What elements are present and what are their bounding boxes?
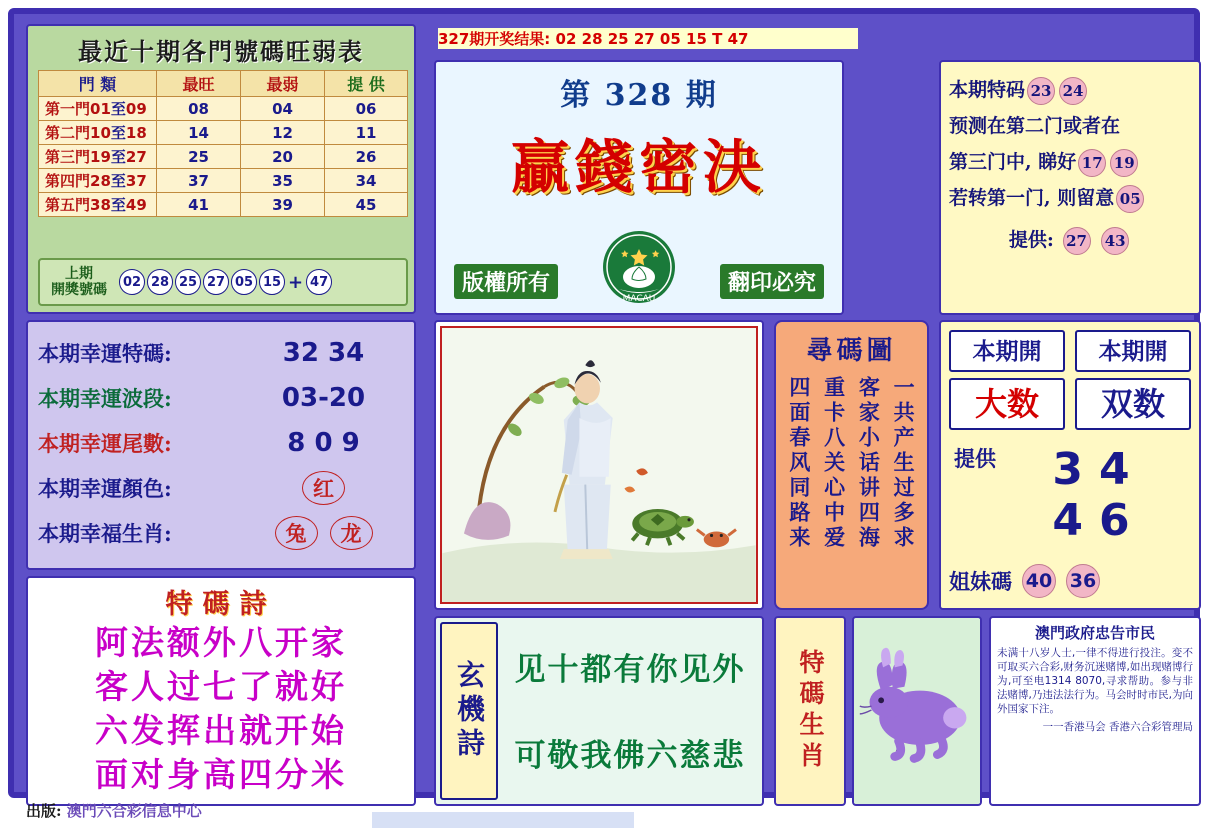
plus-sign: + [288, 271, 304, 293]
table-header-row [39, 71, 408, 97]
provide-ball: 27 [1063, 227, 1091, 255]
cell-category: 第五門38至49 [39, 193, 157, 217]
rabbit-icon [854, 618, 980, 804]
forecast-line-3: 第三门中, 睇好 17 19 [949, 144, 1191, 180]
th-category: 門 類 [39, 71, 157, 97]
th-provide: 提 供 [325, 71, 408, 97]
sister-ball: 40 [1022, 564, 1056, 598]
cell-category: 第一門01至09 [39, 97, 157, 121]
cell-cold: 20 [241, 145, 325, 169]
forecast-panel [939, 60, 1201, 315]
cell-category: 第二門10至18 [39, 121, 157, 145]
current-draw-head-right: 本期開 [1075, 330, 1191, 372]
lucky-panel [26, 320, 416, 570]
xuanji-line: 见十都有你见外 [514, 652, 746, 688]
cell-cold: 39 [241, 193, 325, 217]
lucky-color-chip: 红 [302, 471, 345, 505]
lucky-zodiac-chip: 龙 [330, 516, 373, 550]
lucky-label: 本期幸運尾數: [38, 430, 172, 456]
forecast-ball: 17 [1078, 149, 1106, 177]
copyright-left: 版權所有 [454, 264, 558, 299]
illustration-panel [434, 320, 764, 610]
sister-label: 姐妹碼 [949, 569, 1012, 594]
poem-line: 客人过七了就好 [95, 667, 347, 706]
period-label: 第 328 期 [560, 78, 718, 113]
draw-result-line: 327期开奖结果: 02 28 25 27 05 15 T 47 [438, 28, 858, 49]
lucky-row [38, 510, 404, 555]
current-draw-head-left: 本期開 [949, 330, 1065, 372]
lucky-value [243, 516, 404, 550]
table-row [39, 193, 408, 217]
forecast-line-4: 若转第一门, 则留意 05 [949, 180, 1191, 216]
provide-label: 提供 [954, 446, 996, 471]
zodiac-label-panel [774, 616, 846, 806]
prev-ball: 05 [231, 269, 257, 295]
lucky-value: 32 34 [282, 337, 365, 368]
forecast-provide-row: 提供: 27 43 [949, 222, 1191, 258]
cell-provide: 11 [325, 121, 408, 145]
xuanji-tab: 玄機詩 [440, 622, 498, 800]
poem-line: 面对身高四分米 [95, 755, 347, 794]
current-draw-box-left: 大数 [949, 378, 1065, 430]
prev-ball: 02 [119, 269, 145, 295]
cell-category: 第三門19至27 [39, 145, 157, 169]
forecast-line-2: 预测在第二门或者在 [949, 115, 1121, 137]
xunma-columns [782, 376, 921, 600]
table-row [39, 169, 408, 193]
previous-draw-label: 上期 開獎號碼 [51, 266, 107, 298]
cell-hot: 14 [157, 121, 241, 145]
cell-cold: 04 [241, 97, 325, 121]
xunma-panel [774, 320, 929, 610]
cell-hot: 41 [157, 193, 241, 217]
emblem-text: MACAU [622, 294, 656, 304]
prev-special-ball: 47 [306, 269, 332, 295]
current-draw-box-right: 双数 [1075, 378, 1191, 430]
cell-provide: 06 [325, 97, 408, 121]
provide-ball: 43 [1101, 227, 1129, 255]
hot-cold-table [38, 70, 408, 217]
lucky-value [243, 471, 404, 505]
table-row [39, 145, 408, 169]
sister-numbers-row [949, 564, 1191, 598]
table-row [39, 97, 408, 121]
notice-footer: 一一香港马会 香港六合彩管理局 [1042, 721, 1193, 733]
th-coldest: 最弱 [241, 71, 325, 97]
macau-emblem-icon [587, 227, 691, 307]
prev-ball: 15 [259, 269, 285, 295]
lucky-row [38, 375, 404, 420]
lucky-row [38, 465, 404, 510]
cell-hot: 37 [157, 169, 241, 193]
cell-hot: 08 [157, 97, 241, 121]
lucky-row [38, 420, 404, 465]
xunma-title: 尋碼圖 [806, 336, 897, 366]
prev-ball: 27 [203, 269, 229, 295]
lucky-label: 本期幸福生肖: [38, 520, 172, 546]
forecast-ball: 19 [1110, 149, 1138, 177]
prev-ball: 28 [147, 269, 173, 295]
title-panel [434, 60, 844, 315]
cell-provide: 34 [325, 169, 408, 193]
lucky-zodiac-chip: 兔 [275, 516, 318, 550]
forecast-ball: 24 [1059, 77, 1087, 105]
xuanji-line: 可敬我佛六慈悲 [514, 738, 746, 774]
previous-draw-row [38, 258, 408, 306]
outer-frame [8, 8, 1200, 798]
publisher-name: 澳門六合彩信息中心 [66, 802, 202, 820]
prev-ball: 25 [175, 269, 201, 295]
lucky-value: 8 0 9 [287, 427, 360, 458]
xunma-column: 客家小话讲四海 [856, 376, 882, 551]
bottom-bar [372, 812, 634, 828]
notice-title: 澳門政府忠告市民 [1034, 624, 1155, 642]
current-draw-panel [939, 320, 1201, 610]
cell-category: 第四門28至37 [39, 169, 157, 193]
lucky-label: 本期幸運顏色: [38, 475, 172, 501]
xunma-column: 重卡八关心中爱 [821, 376, 847, 551]
cell-provide: 26 [325, 145, 408, 169]
publisher-label: 出版: [26, 802, 62, 820]
lucky-label: 本期幸運波段: [38, 385, 172, 411]
forecast-line-1: 本期特码 23 24 [949, 72, 1191, 108]
lucky-label: 本期幸運特碼: [38, 340, 172, 366]
lucky-row [38, 330, 404, 375]
sister-ball: 36 [1066, 564, 1100, 598]
th-hottest: 最旺 [157, 71, 241, 97]
lucky-value: 03-20 [281, 382, 366, 413]
cell-cold: 12 [241, 121, 325, 145]
cell-cold: 35 [241, 169, 325, 193]
copyright-right: 翻印必究 [720, 264, 824, 299]
poem-panel [26, 576, 416, 806]
provide-numbers: 34 46 [1052, 444, 1146, 546]
table-row [39, 121, 408, 145]
hot-cold-table-panel [26, 24, 416, 314]
poem-line: 六发挥出就开始 [95, 711, 347, 750]
table-title: 最近十期各門號碼旺弱表 [78, 37, 364, 66]
publisher-footer [26, 800, 202, 821]
inner-background [14, 14, 1194, 792]
poem-title: 特碼詩 [165, 589, 277, 620]
forecast-ball: 23 [1027, 77, 1055, 105]
xuanji-panel [434, 616, 764, 806]
forecast-ball: 05 [1116, 185, 1144, 213]
cell-provide: 45 [325, 193, 408, 217]
poem-line: 阿法额外八开家 [95, 623, 347, 662]
xunma-column: 一共产生过多求 [891, 376, 917, 551]
zodiac-image-panel [852, 616, 982, 806]
zodiac-label: 特碼生肖 [796, 649, 825, 773]
illustration-frame [440, 326, 758, 604]
notice-body: 未满十八岁人士,一律不得进行投注。变不可取买六合彩,财务沉迷赌博,如出现赌博行为,可至电1314 8070,寻求帮助。参与非法赌博,乃违法法行为。马会时时市民,为向外国家下注。 [997, 647, 1193, 715]
cell-hot: 25 [157, 145, 241, 169]
ancient-scene-image [442, 328, 756, 602]
xunma-column: 四面春风同路来 [786, 376, 812, 551]
main-title: 贏錢密決 [510, 133, 767, 201]
government-notice-panel [989, 616, 1201, 806]
